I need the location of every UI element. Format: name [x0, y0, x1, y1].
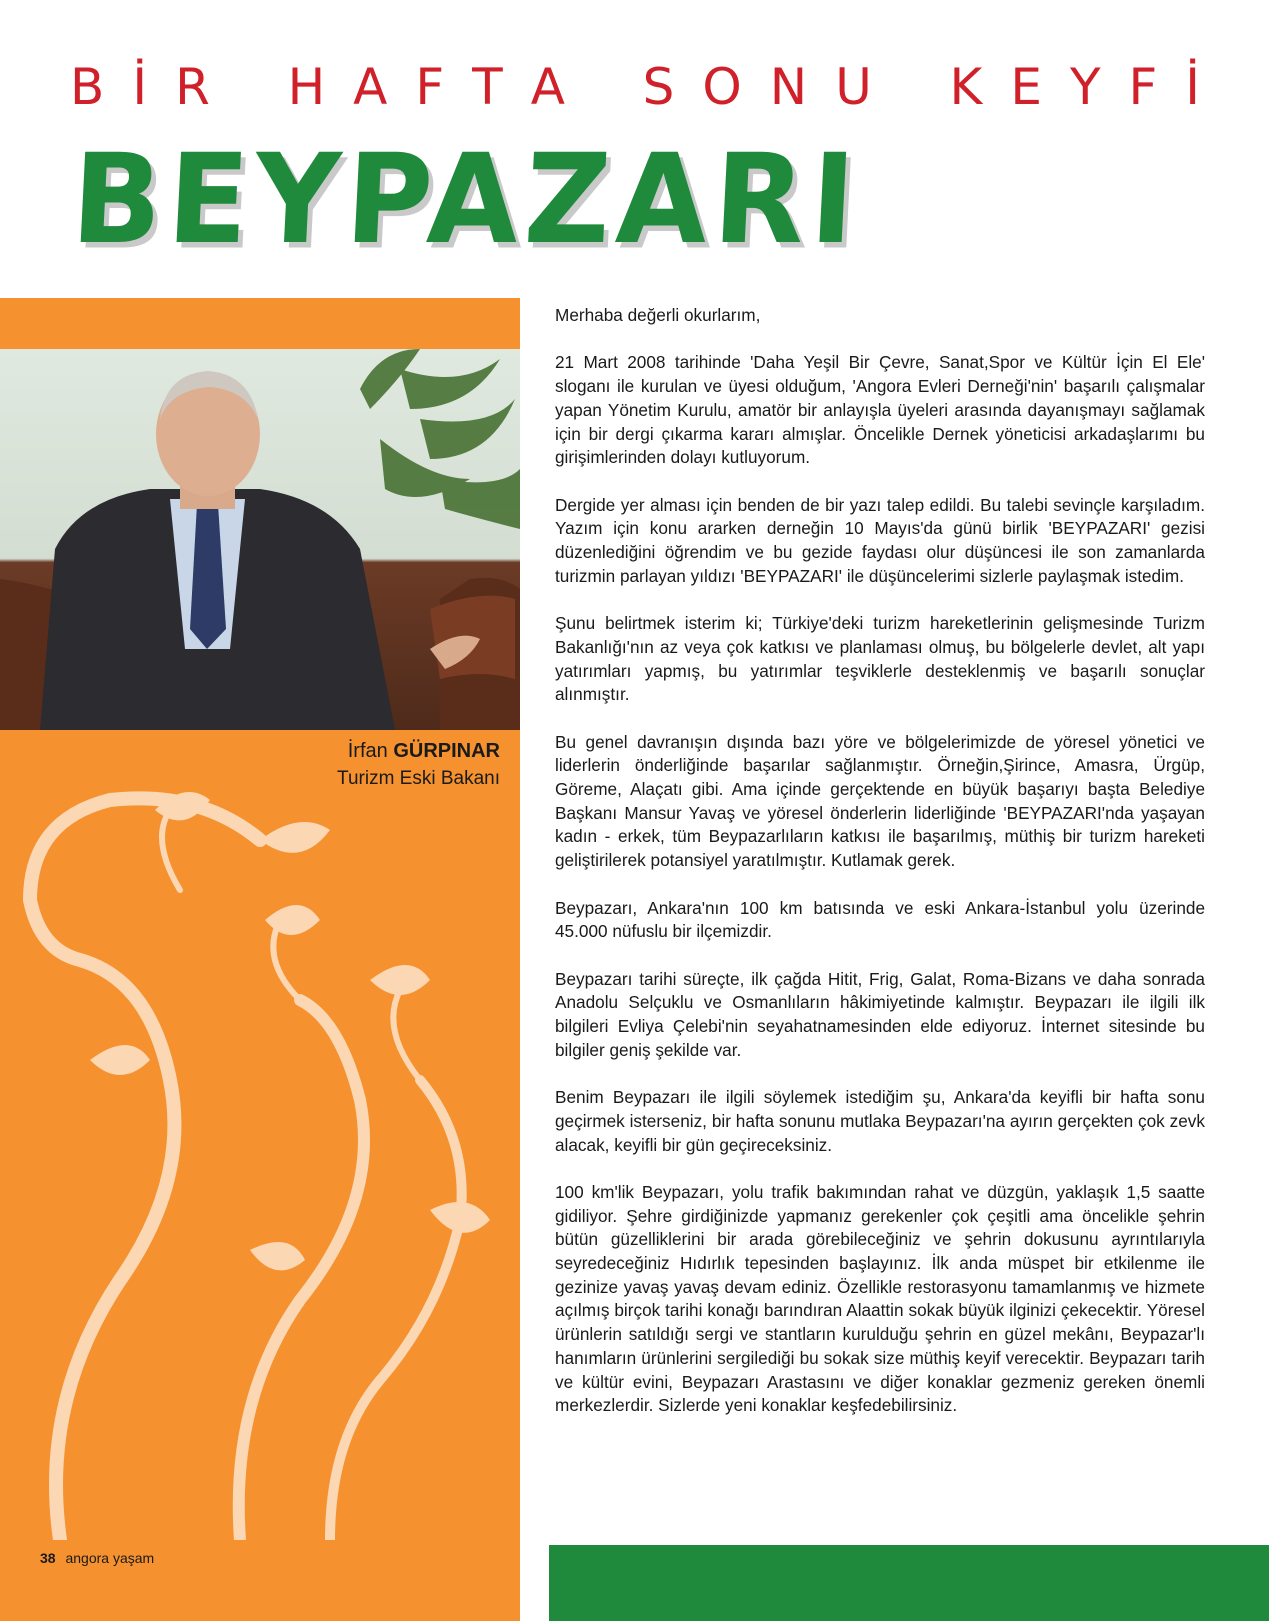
- kicker-word: [950, 58, 1200, 116]
- kicker-word: [70, 58, 210, 116]
- paragraph: Benim Beypazarı ile ilgili söylemek istediğim şu, Ankara'da keyifli bir hafta sonu geçirmek isterseniz, bir hafta sonunu mutlaka Beypazarı'na ayırın gerçekten çok zevk alacak, keyifli bir gün geçireceksiniz.: [555, 1087, 1205, 1155]
- page-number: 38: [40, 1550, 56, 1566]
- paragraph: 100 km'lik Beypazarı, yolu trafik bakımından rahat ve düzgün, yaklaşık 1,5 saatte gidiliyor. Şehre girdiğinizde yapmanız gerekenler çok çeşitli ama öncelikle şehrin bütün güzelliklerini bir arada görebileceğiniz ve şehrin dokusunu ayrıntılarıyla seyredeceğiniz Hıdırlık tepesinden başlayınız. İlk anda müspet bir etkilenme ile gezinize yavaş yavaş devam ediniz. Özellikle restorasyonu tamamlanmış ve hizmete açılmış birçok tarihi konağı barındıran Alaattin sokak büyük ilginizi çekecektir. Yöresel ürünlerin satıldığı sergi ve stantların kurulduğu şehrin en güzel mekânı, Beypazar'lı hanımların ürünlerini sergilediği bu sokak size müthiş keyif verecektir. Beypazarı tarih ve kültür evini, Beypazarı Arastasını ve diğer konaklar gezmeniz gereken önemli merkezlerdir. Sizlerde yeni konaklar keşfedebilirsiniz.: [555, 1181, 1205, 1416]
- kicker-letter: İ: [1185, 58, 1200, 116]
- kicker-letter: A: [353, 58, 388, 116]
- kicker-letter: Y: [1069, 58, 1101, 116]
- green-footer-bar: [549, 1545, 1269, 1621]
- kicker-letter: U: [835, 58, 872, 116]
- kicker-headline: [70, 58, 1200, 116]
- kicker-letter: H: [287, 58, 326, 116]
- kicker-letter: İ: [132, 58, 148, 116]
- main-headline: BEYPAZARI: [68, 126, 865, 272]
- kicker-letter: S: [642, 58, 675, 116]
- kicker-word: [288, 58, 565, 116]
- author-name: [300, 740, 500, 763]
- kicker-letter: E: [1010, 58, 1042, 116]
- paragraph: Şunu belirtmek isterim ki; Türkiye'deki turizm hareketlerinin gelişmesinde Turizm Bakanlığı'nın az veya çok katkısı ve planlaması olmuş, bu bölgelerle devlet, alt yapı yatırımları yapmış, bu yatırımlar teşviklerle desteklenmiş ve başarılı sonuçlar alınmıştır.: [555, 613, 1205, 705]
- kicker-letter: F: [415, 58, 445, 116]
- author-photo: [0, 349, 520, 730]
- author-first-name: İrfan: [347, 740, 388, 762]
- kicker-word: [643, 58, 872, 116]
- paragraph: Merhaba değerli okurlarım,: [555, 305, 761, 325]
- author-last-name: GÜRPINAR: [393, 740, 500, 762]
- article-body: [555, 304, 1205, 1442]
- page-footer: [40, 1550, 154, 1566]
- kicker-letter: R: [175, 58, 210, 116]
- kicker-letter: N: [769, 58, 808, 116]
- kicker-letter: A: [530, 58, 565, 116]
- kicker-letter: B: [70, 58, 105, 116]
- paragraph: Beypazarı tarihi süreçte, ilk çağda Hitit, Frig, Galat, Roma-Bizans ve daha sonrada Anadolu Selçuklu ve Osmanlıların hâkimiyetinde kalmıştır. Beypazarı ile ilgili ilk bilgileri Evliya Çelebi'nin seyahatnamesinden elde ediyoruz. İnternet sitesinde bu bilgiler geniş şekilde var.: [555, 968, 1205, 1060]
- author-title: Turizm Eski Bakanı: [337, 768, 500, 789]
- paragraph: 21 Mart 2008 tarihinde 'Daha Yeşil Bir Çevre, Sanat,Spor ve Kültür İçin El Ele' sloganı ile kurulan ve üyesi olduğum, 'Angora Evleri Derneği'nin' başarılı çalışmalar yapan Yönetim Kurulu, amatör bir anlayışla üyeleri arasında dayanışmayı sağlamak için bir dergi çıkarma kararı almışlar. Öncelikle Dernek yöneticisi arkadaşlarımı bu girişimlerinden dolayı kutluyorum.: [555, 352, 1205, 468]
- paragraph: Beypazarı, Ankara'nın 100 km batısında ve eski Ankara-İstanbul yolu üzerinde 45.000 nüfuslu bir ilçemizdir.: [555, 897, 1205, 942]
- decorative-swirl: [0, 780, 520, 1540]
- kicker-letter: T: [472, 58, 503, 116]
- kicker-letter: F: [1128, 58, 1158, 116]
- magazine-name: angora yaşam: [65, 1550, 155, 1566]
- kicker-letter: O: [702, 58, 742, 116]
- kicker-letter: K: [949, 58, 983, 116]
- paragraph: Bu genel davranışın dışında bazı yöre ve bölgelerimizde de yöresel yönetici ve liderlerin önderliğinde başarılar sağlanmıştır. Örneğin,Şirince, Amasra, Ürgüp, Göreme, Alaçatı gibi. Ama içinde gerçektende en büyük başarıyı başta Belediye Başkanı Mansur Yavaş ve yöresel önderlerin liderliğinde 'BEYPAZARI'nda yaşayan kadın - erkek, tüm Beypazarlıların katkısı ile başarılmış, müthiş bir turizm hareketi geliştirilerek potansiyel yaratılmıştır. Kutlamak gerek.: [555, 731, 1205, 871]
- paragraph: Dergide yer alması için benden de bir yazı talep edildi. Bu talebi sevinçle karşıladım. Yazım için konu ararken derneğin 10 Mayıs'da günü birlik 'BEYPAZARI' gezisi düzenlediğini öğrendim ve bu gezide faydası olur düşüncesi ile son zamanlarda turizmin parlayan yıldızı 'BEYPAZARI' ile düşüncelerimi sizlerle paylaşmak istedim.: [555, 494, 1205, 586]
